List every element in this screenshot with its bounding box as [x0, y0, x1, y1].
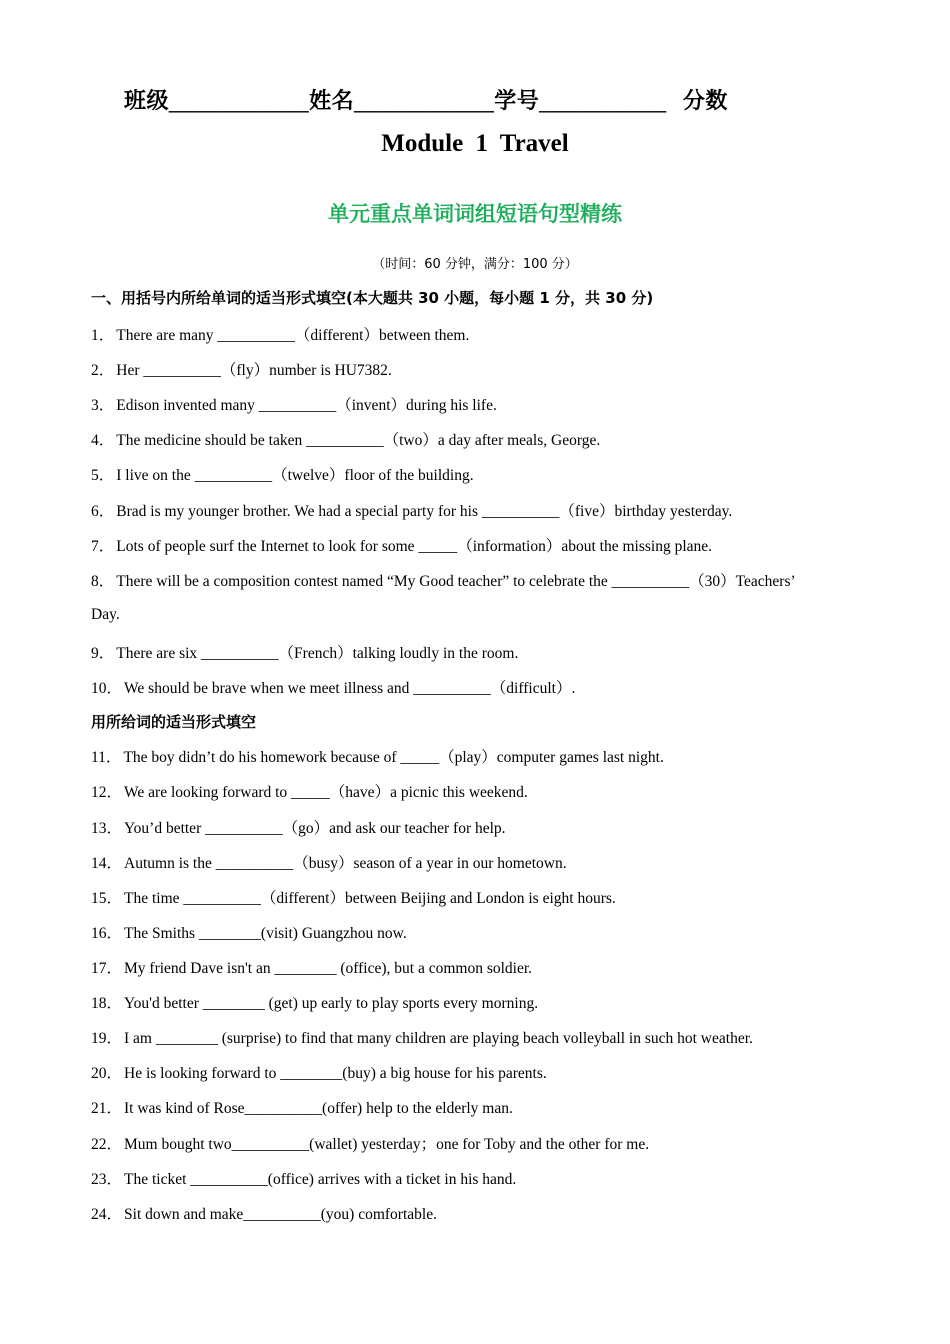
score-label: 分数	[682, 89, 728, 114]
exercise-item: 24． Sit down and make__________(you) comfortable.	[91, 1206, 437, 1223]
exercise-item: 10． We should be brave when we meet illness and __________（difficult）.	[91, 680, 576, 697]
exercise-item: 1． There are many __________（different）between them.	[91, 327, 470, 344]
section1-heading: 一、用括号内所给单词的适当形式填空(本大题共 30 小题，每小题 1 分，共 30 分)	[91, 289, 654, 307]
class-label: 班级	[124, 89, 170, 114]
exercise-item: 21． It was kind of Rose__________(offer) help to the elderly man.	[91, 1100, 513, 1117]
exercise-item: 11． The boy didn’t do his homework because of _____（play）computer games last night.	[91, 749, 664, 766]
exercise-item: 5． I live on the __________（twelve）floor of the building.	[91, 467, 474, 484]
exercise-item: 17． My friend Dave isn't an ________ (office), but a common soldier.	[91, 960, 533, 977]
exercise-item: 7． Lots of people surf the Internet to look for some _____（information）about the missing plane.	[91, 538, 713, 555]
worksheet-subtitle: 单元重点单词词组短语句型精练	[328, 202, 622, 226]
exercise-item: 12． We are looking forward to _____（have）a picnic this weekend.	[91, 784, 528, 801]
exercise-item: 15． The time __________（different）between Beijing and London is eight hours.	[91, 890, 616, 907]
student-id-label: 学号	[494, 89, 540, 114]
exercise-item: 6． Brad is my younger brother. We had a special party for his __________（five）birthday yesterday.	[91, 503, 733, 520]
exercise-item: 18． You'd better ________ (get) up early to play sports every morning.	[91, 995, 539, 1012]
class-blank[interactable]: ___________	[169, 88, 310, 113]
exercise-item: 9． There are six __________（French）talking loudly in the room.	[91, 645, 519, 662]
exercise-item: 4． The medicine should be taken __________（two）a day after meals, George.	[91, 432, 601, 449]
exercise-item: 22． Mum bought two__________(wallet) yesterday；one for Toby and the other for me.	[91, 1136, 650, 1153]
exercise-item: 20． He is looking forward to ________(buy) a big house for his parents.	[91, 1065, 547, 1082]
exercise-item: 8． There will be a composition contest named “My Good teacher” to celebrate the __________（30）Teachers’	[91, 573, 796, 590]
exercise-item: 23． The ticket __________(office) arrives with a ticket in his hand.	[91, 1171, 517, 1188]
exercise-item: 2． Her __________（fly）number is HU7382.	[91, 362, 392, 379]
student-id-blank[interactable]: __________	[539, 88, 667, 113]
name-blank[interactable]: ___________	[354, 88, 495, 113]
exercise-item: 13． You’d better __________（go）and ask our teacher for help.	[91, 820, 506, 837]
exercise-item-continuation: Day.	[91, 606, 120, 623]
exercise-item: 16． The Smiths ________(visit) Guangzhou now.	[91, 925, 407, 942]
module-title: Module 1 Travel	[381, 130, 569, 157]
student-info-header	[124, 84, 728, 115]
exercise-item: 14． Autumn is the __________（busy）season of a year in our hometown.	[91, 855, 567, 872]
name-label: 姓名	[309, 89, 355, 114]
exercise-item: 3． Edison invented many __________（invent）during his life.	[91, 397, 497, 414]
section2-heading: 用所给词的适当形式填空	[91, 713, 257, 731]
time-info: （时间：60 分钟，满分：100 分）	[372, 257, 578, 272]
exercise-item: 19． I am ________ (surprise) to find that many children are playing beach volleyball in such hot weather.	[91, 1030, 753, 1047]
